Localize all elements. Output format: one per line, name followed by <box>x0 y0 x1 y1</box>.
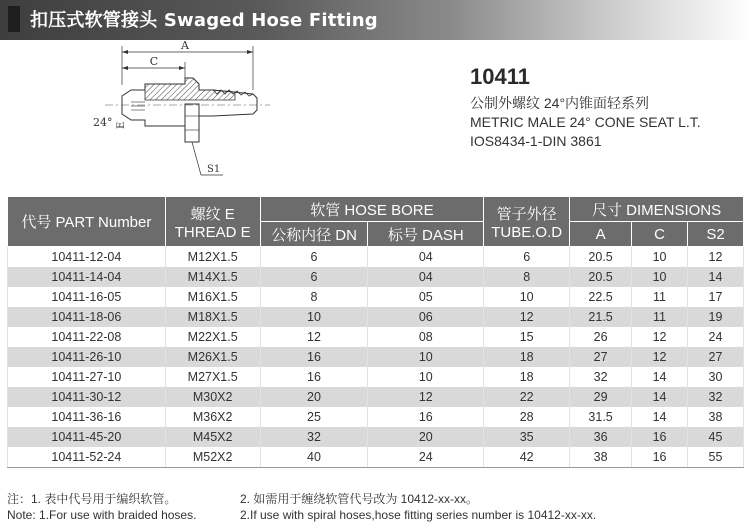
cell-tube: 15 <box>484 327 570 347</box>
cell-dash: 04 <box>368 247 484 268</box>
cell-a: 32 <box>570 367 632 387</box>
notes-row-cn <box>7 491 747 507</box>
cell-a: 29 <box>570 387 632 407</box>
cell-tube: 10 <box>484 287 570 307</box>
table-row <box>8 427 744 447</box>
cell-a: 20.5 <box>570 247 632 268</box>
col-dash: 标号 DASH <box>368 222 484 247</box>
cell-c: 14 <box>632 407 688 427</box>
cell-tube: 18 <box>484 367 570 387</box>
col-c: C <box>632 222 688 247</box>
col-tube-cn: 管子外径 <box>496 205 557 223</box>
col-s2: S2 <box>687 222 743 247</box>
cell-part: 10411-30-12 <box>8 387 166 407</box>
cell-tube: 8 <box>484 267 570 287</box>
product-desc-en: METRIC MALE 24° CONE SEAT L.T. <box>470 114 701 130</box>
table-row <box>8 407 744 427</box>
cell-dn: 16 <box>260 367 368 387</box>
col-thread-en: THREAD E <box>174 223 251 241</box>
cell-a: 31.5 <box>570 407 632 427</box>
cell-c: 11 <box>632 307 688 327</box>
cell-a: 20.5 <box>570 267 632 287</box>
cell-part: 10411-36-16 <box>8 407 166 427</box>
cell-thread: M12X1.5 <box>165 247 260 268</box>
note-cn-1: 注：1. 表中代号用于编织软管。 <box>7 492 177 506</box>
product-info <box>470 64 701 151</box>
section-hatch <box>145 78 235 100</box>
dim-a-label: A <box>181 40 189 52</box>
cell-part: 10411-18-06 <box>8 307 166 327</box>
angle-label: 24° <box>93 116 113 129</box>
dim-c-arrow-right <box>179 66 185 70</box>
cell-dn: 40 <box>260 447 368 468</box>
cell-s2: 27 <box>687 347 743 367</box>
header-banner <box>0 0 750 40</box>
cell-thread: M18X1.5 <box>165 307 260 327</box>
cell-c: 14 <box>632 367 688 387</box>
cell-dn: 6 <box>260 247 368 268</box>
notes-row-en <box>7 507 747 523</box>
header-accent-bar <box>8 6 20 32</box>
cell-c: 10 <box>632 247 688 268</box>
cell-part: 10411-12-04 <box>8 247 166 268</box>
dim-a-arrow-left <box>122 50 128 54</box>
cell-c: 16 <box>632 447 688 468</box>
col-tube-en: TUBE.O.D <box>491 223 563 241</box>
table-row <box>8 327 744 347</box>
cell-s2: 30 <box>687 367 743 387</box>
col-tube-od <box>484 197 570 247</box>
s1-label: S1 <box>207 164 221 175</box>
cell-dash: 10 <box>368 347 484 367</box>
cell-c: 11 <box>632 287 688 307</box>
table-row <box>8 307 744 327</box>
product-code: 10411 <box>470 64 530 89</box>
fitting-drawing <box>85 40 285 190</box>
cell-tube: 28 <box>484 407 570 427</box>
col-dimensions: 尺寸 DIMENSIONS <box>570 197 744 222</box>
cell-s2: 24 <box>687 327 743 347</box>
note-en-2: 2.If use with spiral hoses,hose fitting series number is 10412-xx-xx. <box>240 508 597 522</box>
col-thread-cn: 螺纹 E <box>190 205 235 223</box>
cell-dn: 20 <box>260 387 368 407</box>
cell-dash: 04 <box>368 267 484 287</box>
cell-s2: 55 <box>687 447 743 468</box>
dim-c-arrow-left <box>122 66 128 70</box>
table-row <box>8 447 744 468</box>
cell-a: 38 <box>570 447 632 468</box>
cell-thread: M26X1.5 <box>165 347 260 367</box>
cell-dash: 10 <box>368 367 484 387</box>
dim-a-arrow-right <box>247 50 253 54</box>
cell-a: 22.5 <box>570 287 632 307</box>
cell-a: 27 <box>570 347 632 367</box>
cell-tube: 6 <box>484 247 570 268</box>
cell-dash: 16 <box>368 407 484 427</box>
cell-tube: 35 <box>484 427 570 447</box>
cell-dn: 6 <box>260 267 368 287</box>
cell-s2: 45 <box>687 427 743 447</box>
cell-c: 14 <box>632 387 688 407</box>
cell-thread: M14X1.5 <box>165 267 260 287</box>
cell-a: 36 <box>570 427 632 447</box>
cell-s2: 12 <box>687 247 743 268</box>
col-thread <box>165 197 260 247</box>
cell-thread: M36X2 <box>165 407 260 427</box>
cell-part: 10411-22-08 <box>8 327 166 347</box>
cell-c: 12 <box>632 347 688 367</box>
s1-leader <box>192 142 201 175</box>
cell-part: 10411-14-04 <box>8 267 166 287</box>
cell-c: 16 <box>632 427 688 447</box>
cell-dn: 16 <box>260 347 368 367</box>
dim-c-label: C <box>149 55 159 68</box>
cell-dn: 8 <box>260 287 368 307</box>
cell-thread: M22X1.5 <box>165 327 260 347</box>
cell-dash: 24 <box>368 447 484 468</box>
cell-dn: 25 <box>260 407 368 427</box>
cell-s2: 19 <box>687 307 743 327</box>
cell-part: 10411-52-24 <box>8 447 166 468</box>
cell-a: 21.5 <box>570 307 632 327</box>
note-cn-2: 2. 如需用于缠绕软管代号改为 10412-xx-xx。 <box>240 492 479 506</box>
note-en-1: Note: 1.For use with braided hoses. <box>7 508 197 522</box>
dimensions-table <box>7 196 744 468</box>
cell-c: 10 <box>632 267 688 287</box>
cell-thread: M27X1.5 <box>165 367 260 387</box>
col-dn: 公称内径 DN <box>260 222 368 247</box>
product-standard: IOS8434-1-DIN 3861 <box>470 133 602 149</box>
cell-a: 26 <box>570 327 632 347</box>
thread-e-label: E <box>116 121 127 129</box>
table-row <box>8 367 744 387</box>
cell-dash: 05 <box>368 287 484 307</box>
cell-dn: 10 <box>260 307 368 327</box>
notes <box>7 491 747 523</box>
cell-thread: M30X2 <box>165 387 260 407</box>
cell-thread: M16X1.5 <box>165 287 260 307</box>
col-a: A <box>570 222 632 247</box>
cell-dash: 06 <box>368 307 484 327</box>
cell-tube: 22 <box>484 387 570 407</box>
cell-s2: 38 <box>687 407 743 427</box>
table-row <box>8 247 744 268</box>
col-hose-bore: 软管 HOSE BORE <box>260 197 484 222</box>
page-title: 扣压式软管接头 Swaged Hose Fitting <box>30 10 378 31</box>
cell-dn: 32 <box>260 427 368 447</box>
cell-tube: 12 <box>484 307 570 327</box>
cell-part: 10411-16-05 <box>8 287 166 307</box>
cell-s2: 17 <box>687 287 743 307</box>
product-desc-cn: 公制外螺纹 24°内锥面轻系列 <box>470 95 650 111</box>
cell-part: 10411-27-10 <box>8 367 166 387</box>
cell-part: 10411-26-10 <box>8 347 166 367</box>
table-row <box>8 287 744 307</box>
cell-dash: 12 <box>368 387 484 407</box>
cell-part: 10411-45-20 <box>8 427 166 447</box>
table-row <box>8 347 744 367</box>
cell-dn: 12 <box>260 327 368 347</box>
table-row <box>8 387 744 407</box>
cell-tube: 18 <box>484 347 570 367</box>
cell-s2: 32 <box>687 387 743 407</box>
cell-s2: 14 <box>687 267 743 287</box>
cell-thread: M45X2 <box>165 427 260 447</box>
cell-tube: 42 <box>484 447 570 468</box>
cell-dash: 08 <box>368 327 484 347</box>
cell-dash: 20 <box>368 427 484 447</box>
hex-nut <box>185 104 199 142</box>
table-row <box>8 267 744 287</box>
cell-thread: M52X2 <box>165 447 260 468</box>
cell-c: 12 <box>632 327 688 347</box>
col-part-number: 代号 PART Number <box>8 197 166 247</box>
